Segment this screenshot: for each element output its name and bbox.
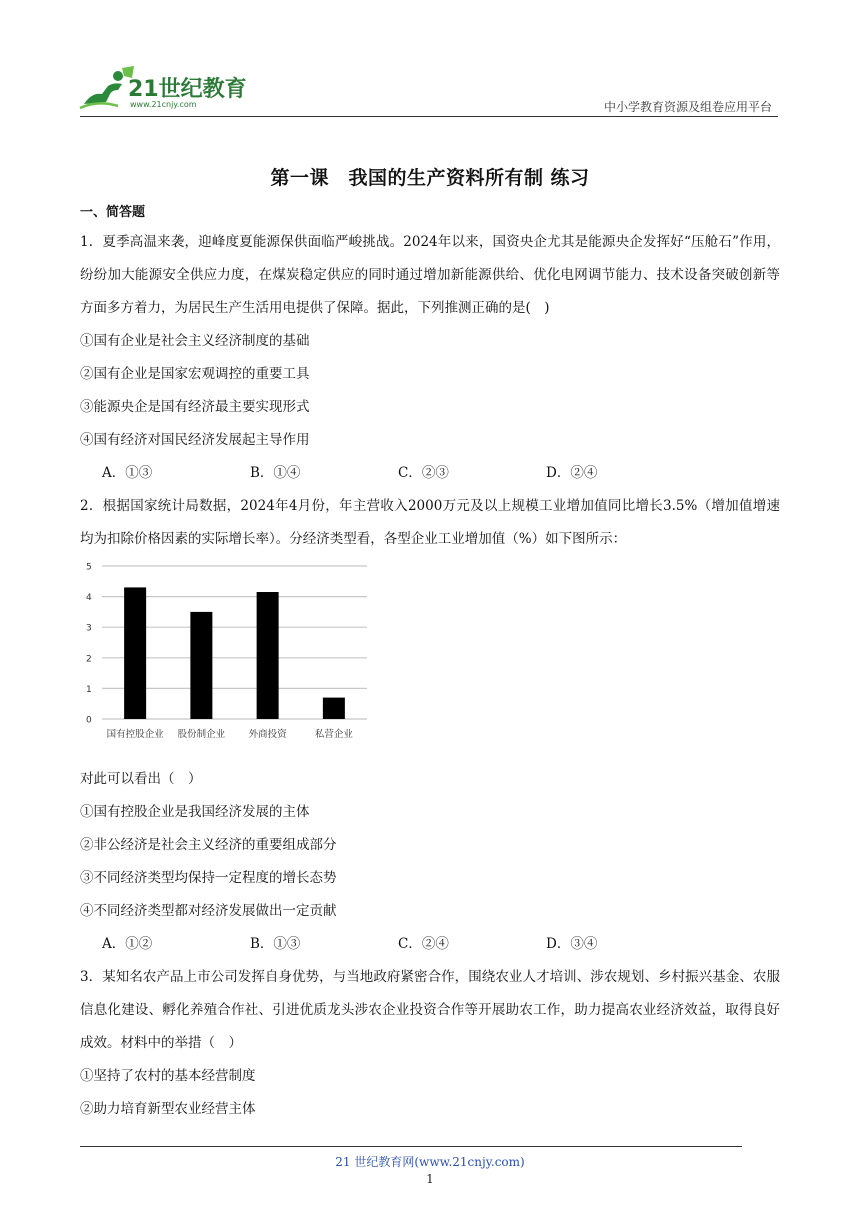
- svg-text:21世纪教育: 21世纪教育: [128, 77, 247, 102]
- page-title: 第一课 我国的生产资料所有制 练习: [270, 167, 590, 189]
- chart-svg: [80, 556, 380, 756]
- footer-site-link[interactable]: 21 世纪教育网(www.21cnjy.com): [335, 1155, 525, 1169]
- header-divider: [80, 116, 778, 117]
- question-stem: 3．某知名农产品上市公司发挥自身优势，与当地政府紧密合作，围绕农业人才培训、涉农规划、乡村振兴基金、农服信息化建设、孵化养殖合作社、引进优质龙头涉农企业投资合作等开展助农工作，助力提高农业经济效益，取得良好成效。材料中的举措（ ）: [80, 969, 780, 1051]
- y-tick-label: 3: [86, 623, 92, 634]
- y-tick-label: 0: [86, 715, 92, 726]
- option: ④国有经济对国民经济发展起主导作用: [80, 432, 310, 448]
- choice-a[interactable]: A．①②: [102, 936, 153, 952]
- footer-divider: [80, 1146, 742, 1147]
- svg-text:www.21cnjy.com: www.21cnjy.com: [130, 100, 197, 109]
- question-list: [80, 226, 780, 1126]
- page-number: 1: [426, 1172, 434, 1186]
- option: ①坚持了农村的基本经营制度: [80, 1068, 256, 1084]
- option: ②非公经济是社会主义经济的重要组成部分: [80, 837, 337, 853]
- bar: [257, 592, 279, 719]
- choice-b[interactable]: B．①③: [250, 936, 301, 952]
- choice-a[interactable]: A．①③: [102, 465, 153, 481]
- y-tick-label: 4: [86, 593, 92, 604]
- bar: [124, 587, 146, 719]
- bar-chart: [80, 556, 780, 763]
- y-tick-label: 2: [86, 654, 92, 665]
- bar: [323, 698, 345, 719]
- x-tick-label: 外商投资: [248, 729, 287, 740]
- choice-c[interactable]: C．②③: [398, 465, 449, 481]
- question-stem: 2．根据国家统计局数据，2024年4月份，年主营收入2000万元及以上规模工业增加值同比增长3.5%（增加值增速均为扣除价格因素的实际增长率）。分经济类型看，各型企业工业增加值（%）如下图所示：: [80, 498, 780, 547]
- option: ②国有企业是国家宏观调控的重要工具: [80, 366, 310, 382]
- choice-c[interactable]: C．②④: [398, 936, 449, 952]
- choice-d[interactable]: D．③④: [546, 936, 598, 952]
- x-tick-label: 私营企业: [314, 729, 353, 740]
- option: ④不同经济类型都对经济发展做出一定贡献: [80, 903, 337, 919]
- option: ①国有控股企业是我国经济发展的主体: [80, 804, 310, 820]
- y-tick-label: 5: [86, 562, 92, 573]
- y-tick-label: 1: [86, 684, 92, 695]
- choice-d[interactable]: D．②④: [546, 465, 598, 481]
- answer-choices: [80, 457, 780, 490]
- question-prompt: 对此可以看出（ ）: [80, 771, 202, 787]
- platform-name: 中小学教育资源及组卷应用平台: [603, 100, 772, 114]
- option: ③能源央企是国有经济最主要实现形式: [80, 399, 310, 415]
- question-stem: 1．夏季高温来袭，迎峰度夏能源保供面临严峻挑战。2024年以来，国资央企尤其是能源央企发挥好“压舱石”作用，纷纷加大能源安全供应力度，在煤炭稳定供应的同时通过增加新能源供给、优化电网调节能力、技术设备突破创新等方面多方着力，为居民生产生活用电提供了保障。据此，下列推测正确的是( ): [80, 234, 780, 316]
- question-1: [80, 226, 780, 490]
- answer-choices: [80, 928, 780, 961]
- question-3: [80, 961, 780, 1126]
- choice-b[interactable]: B．①④: [250, 465, 301, 481]
- option: ②助力培育新型农业经营主体: [80, 1101, 256, 1117]
- x-tick-label: 股份制企业: [177, 729, 226, 740]
- site-logo: [78, 64, 253, 110]
- question-2: [80, 490, 780, 961]
- x-tick-label: 国有控股企业: [106, 729, 164, 740]
- runner-icon: [80, 66, 134, 108]
- section-heading: 一、简答题: [80, 205, 146, 220]
- bar: [190, 612, 212, 719]
- option: ③不同经济类型均保持一定程度的增长态势: [80, 870, 337, 886]
- option: ①国有企业是社会主义经济制度的基础: [80, 333, 310, 349]
